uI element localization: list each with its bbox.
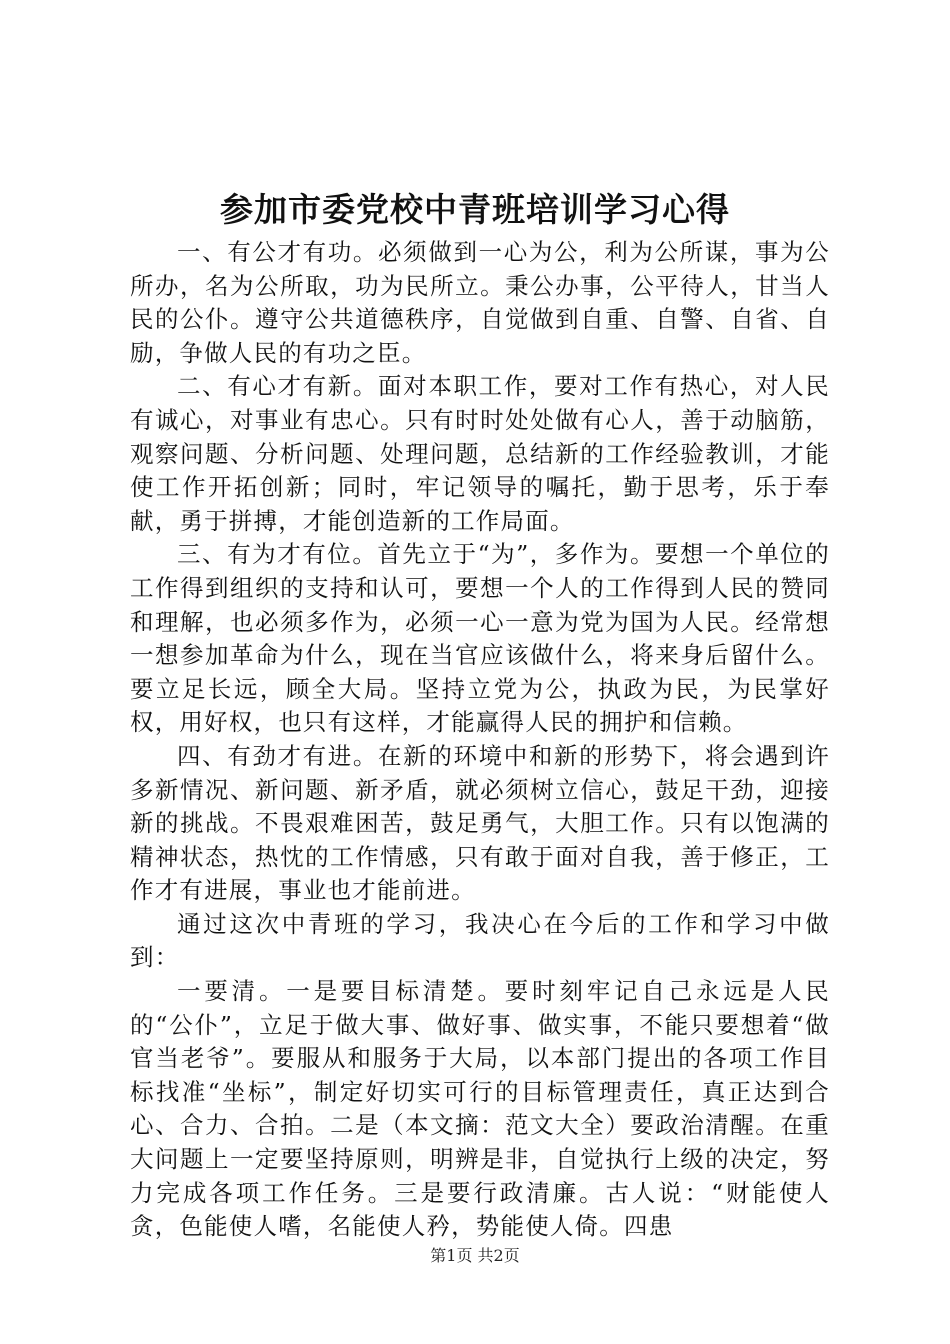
page-footer <box>0 1245 950 1267</box>
paragraph: 四、有劲才有进。在新的环境中和新的形势下，将会遇到许多新情况、新问题、新矛盾，就必须树立信心，鼓足干劲，迎接新的挑战。不畏艰难困苦，鼓足勇气，大胆工作。只有以饱满的精神状态，热忱的工作情感，只有敢于面对自我，善于修正，工作才有进展，事业也才能前进。 <box>130 741 830 905</box>
paragraph: 二、有心才有新。面对本职工作，要对工作有热心，对人民有诚心，对事业有忠心。只有时时处处做有心人，善于动脑筋，观察问题、分析问题、处理问题，总结新的工作经验教训，才能使工作开拓创新；同时，牢记领导的嘱托，勤于思考，乐于奉献，勇于拼搏，才能创造新的工作局面。 <box>130 372 830 535</box>
paragraph: 一、有公才有功。必须做到一心为公，利为公所谋，事为公所办，名为公所取，功为民所立。秉公办事，公平待人，甘当人民的公仆。遵守公共道德秩序，自觉做到自重、自警、自省、自励，争做人民的有功之臣。 <box>130 238 830 367</box>
document-body <box>130 236 830 1244</box>
paragraph: 一要清。一是要目标清楚。要时刻牢记自己永远是人民的“公仆”，立足于做大事、做好事、做实事，不能只要想着“做官当老爷”。要服从和服务于大局，以本部门提出的各项工作目标找准“坐标”，制定好切实可行的目标管理责任，真正达到合心、合力、合拍。二是（本文摘：范文大全）要政治清醒。在重大问题上一定要坚持原则，明辨是非，自觉执行上级的决定，努力完成各项工作任务。三是要行政清廉。古人说：“财能使人贪，色能使人嗜，名能使人矜，势能使人倚。四患 <box>130 977 830 1241</box>
page-number-label: 第1页 共2页 <box>430 1246 520 1265</box>
paragraph: 通过这次中青班的学习，我决心在今后的工作和学习中做到： <box>130 909 830 972</box>
paragraph: 三、有为才有位。首先立于“为”，多作为。要想一个单位的工作得到组织的支持和认可，要想一个人的工作得到人民的赞同和理解，也必须多作为，必须一心一意为党为国为人民。经常想一想参加革命为什么，现在当官应该做什么，将来身后留什么。要立足长远，顾全大局。坚持立党为公，执政为民，为民掌好权，用好权，也只有这样，才能赢得人民的拥护和信赖。 <box>130 540 830 737</box>
document-title: 参加市委党校中青班培训学习心得 <box>220 190 730 229</box>
